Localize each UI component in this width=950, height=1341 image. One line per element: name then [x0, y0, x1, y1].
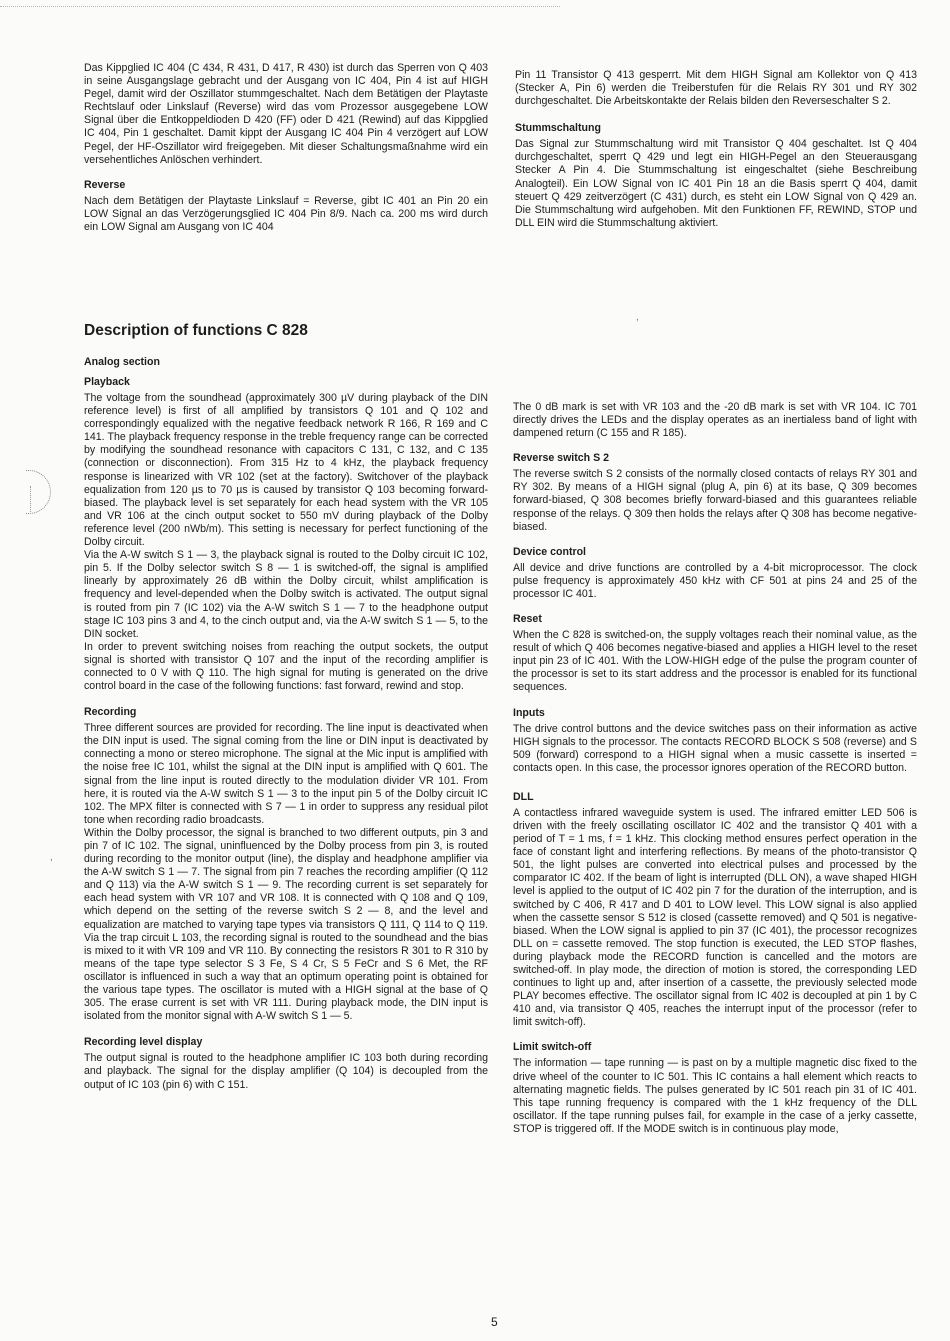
- subsection-heading: Reverse switch S 2: [513, 452, 609, 465]
- paragraph: Via the A-W switch S 1 — 3, the playback signal is routed to the Dolby circuit IC 102, pin 5. If the Dolby selector switch S 8 — 1 is switched-off, the signal is amplified linearly by approximately 26 dB within the Dolby circuit, whilst amplification is frequency and level-depended when the Dolby switch is activated. The output signal is routed from pin 7 (IC 102) via the A-W switch S 1 — 7 to the headphone output stage IC 103 pins 3 and 4, to the cinch output and, via the A-W switch S 1 — 5, to the DIN socket.: [84, 549, 488, 640]
- paragraph: The information — tape running — is past on by a multiple magnetic disc fixed to the drive wheel of the counter to IC 501. This IC contains a hall element which reacts to alternating magnetic fields. The pulses generated by IC 501 reach pin 31 of IC 401. This tape running frequency is compared with the 1 kHz frequency of the DLL oscillator. If the tape running pulses fail, for example in the case of a jerky cassette, STOP is triggered off. If the MODE switch is in continuous play mode,: [513, 1057, 917, 1135]
- top-scan-line: [0, 6, 560, 7]
- paragraph: All device and drive functions are controlled by a 4-bit microprocessor. The clock pulse frequency is approximately 450 kHz with CF 501 at pins 24 and 25 of the processor IC 401.: [513, 561, 917, 600]
- section-heading: Reverse: [84, 178, 126, 191]
- section-heading: Analog section: [84, 356, 160, 368]
- subsection-heading: Recording level display: [84, 1036, 203, 1049]
- subsection-heading: Inputs: [513, 706, 545, 719]
- paragraph: The 0 dB mark is set with VR 103 and the -20 dB mark is set with VR 104. IC 701 directly drives the LEDs and the display operates as an inertialess band of light with dampened return (C 155 and R 185).: [513, 401, 917, 440]
- subsection-heading: Recording: [84, 706, 137, 719]
- page-number: 5: [491, 1315, 498, 1329]
- english-right-column: [513, 401, 917, 1136]
- paragraph: In order to prevent switching noises from reaching the output sockets, the output signal is shorted with transistor Q 107 and the input of the recording amplifier is connected to 0 V with Q 110. The high signal for muting is generated on the drive control board in the case of the following functions: fast forward, rewind and stop.: [84, 640, 488, 693]
- paragraph: Das Kippglied IC 404 (C 434, R 431, D 417, R 430) ist durch das Sperren von Q 403 in seine Ausgangslage gebracht und der Ausgang von IC 404, Pin 4 ist auf HIGH Pegel, damit wird der Oszillator stummgeschaltet. Nach dem Betätigen der Playtaste Rechtslauf oder Linkslauf (Reverse) wird das vom Prozessor ausgegebene LOW Signal über die Entkoppeldioden D 420 (FF) oder D 421 (Rewind) auf das Kippglied IC 404, Pin 1 geschaltet. Damit kippt der Ausgang IC 404 Pin 4 verzögert auf LOW Pegel, der HF-Oszillator wird freigegeben. Mit dieser Schaltungsmaßnahme wird ein versehentliches Anlöschen verhindert.: [84, 62, 488, 166]
- subsection-heading: Limit switch-off: [513, 1041, 592, 1054]
- english-left-column: [84, 356, 488, 1092]
- subsection-heading: Playback: [84, 376, 130, 388]
- paragraph: The reverse switch S 2 consists of the normally closed contacts of relays RY 301 and RY 302. By means of a HIGH signal (plug A, pin 6) at its base, Q 309 becomes forward-biased, Q 308 becomes briefly forward-biased and this guarantees reliable response of the relays. Q 309 then holds the relays after Q 308 has become negative-biased.: [513, 468, 917, 533]
- paragraph: Three different sources are provided for recording. The line input is deactivated when the DIN input is used. The signal coming from the line or DIN input is deactivated by connecting a mono or stereo microphone. The signal at the Mic input is amplified with the noise free IC 101, whilst the signal at the DIN input is amplified with Q 601. The signal from the line input is routed directly to the modulation divider VR 101. From here, it is routed via the A-W switch S 1 — 3 to the input pin 5 of the Dolby circuit IC 102. The MPX filter is connected with S 7 — 1 in order to suppress any residual pilot tone when recording radio broadcasts.: [84, 722, 488, 826]
- paragraph: Nach dem Betätigen der Playtaste Linkslauf = Reverse, gibt IC 401 an Pin 20 ein LOW Signal an das Verzögerungsglied IC 404 Pin 8/9. Nach ca. 200 ms wird durch ein LOW Signal am Ausgang von IC 404: [84, 194, 488, 233]
- subsection-heading: Device control: [513, 545, 587, 558]
- paragraph: Pin 11 Transistor Q 413 gesperrt. Mit dem HIGH Signal am Kollektor von Q 413 (Stecker A, Pin 6) werden die Treiberstufen für die Relais RY 301 und RY 302 durchgeschaltet. Die Arbeitskontakte der Relais bilden den Reverseschalter S 2.: [515, 69, 917, 108]
- subsection-heading: DLL: [513, 790, 534, 803]
- scan-speck: ,: [636, 312, 639, 323]
- paragraph: Within the Dolby processor, the signal is branched to two different outputs, pin 3 and pin 7 of IC 102. The signal, uninfluenced by the Dolby process from pin 3, is routed during recording to the monitor output (line), the display and headphone amplifier via the A-W switch S 1 — 7. The signal from pin 7 reaches the recording amplifier (Q 112 and Q 113) via the A-W switch S 1 — 9. The recording current is set separately for each head system with VR 107 and VR 108. It is connected with Q 108 and Q 109, which depend on the setting of the reverse switch S 2 — 8, and the level and equalization are matched to varying tape types via transistors Q 111, Q 114 to Q 119. Via the trap circuit L 103, the recording signal is routed to the soundhead and the bias is mixed to it with VR 109 and VR 110. By connecting the resistors R 301 to R 310 by means of the tape type selector S 3 Fe, S 4 Cr, S 5 FeCr and S 6 Met, the RF oscillator is influenced in such a way that an optimum operating point is obtained for the various tape types. The oscillator is muted with a HIGH signal at the base of Q 305. The erase current is set with VR 111. During playback mode, the DIN input is isolated from the monitor signal with A-W switch S 1 — 5.: [84, 826, 488, 1023]
- paragraph: The drive control buttons and the device switches pass on their information as active HIGH signals to the processor. The contacts RECORD BLOCK S 508 (reverse) and S 509 (forward) correspond to a HIGH signal when a music cassette is inserted = contacts open. In this case, the processor ignores operation of the RECORD button.: [513, 722, 917, 774]
- paragraph: The output signal is routed to the headphone amplifier IC 103 both during recording and playback. The signal for the display amplifier (Q 104) is decoupled from the output of IC 103 (pin 6) with C 151.: [84, 1052, 488, 1091]
- page-title: Description of functions C 828: [84, 322, 308, 339]
- section-heading: Stummschaltung: [515, 122, 601, 135]
- margin-mark-inner: [30, 486, 43, 514]
- paragraph: Das Signal zur Stummschaltung wird mit Transistor Q 404 geschaltet. Ist Q 404 durchgeschaltet, sperrt Q 429 und legt ein HIGH-Pegel an den Steuerausgang Stecker A Pin 4. Die Stummschaltung ist eingeschaltet (siehe Beschreibung Analogteil). Ein LOW Signal von IC 401 Pin 18 an die Basis sperrt Q 404, damit steuert Q 429 zeitverzögert (C 431) durch, es steht ein LOW Signal von Q 429 an. Die Stummschaltung wird aufgehoben. Mit den Funktionen FF, REWIND, STOP und DLL EIN wird die Stummschaltung aktiviert.: [515, 138, 917, 229]
- paragraph: The voltage from the soundhead (approximately 300 µV during playback of the DIN reference level) is first of all amplified by transistors Q 101 and Q 102 and correspondingly equalized with the negative feedback network R 166, R 169 and C 141. The playback frequency response in the treble frequency range can be corrected by modifying the soundhead resonance with capacitors C 131, C 132, and C 135 (connection or disconnection). From 315 Hz to 4 kHz, the playback frequency response is linearized with VR 102 (set at the factory). Switchover of the playback equalization from 120 µs to 70 µs is caused by transistor Q 103 becoming forward-biased. The playback level is set separately for each head system with the VR 105 and VR 106 at the cinch output socket to 550 mV during playback of the Dolby reference level (200 nWb/m). This setting is necessary for perfect functioning of the Dolby circuit.: [84, 392, 488, 549]
- paragraph: When the C 828 is switched-on, the supply voltages reach their nominal value, as the result of which Q 406 becomes negative-biased and applies a HIGH level to the reset input pin 23 of IC 401. With the LOW-HIGH edge of the pulse the program counter of the processor is set to its start address and the processor is enabled for its functional sequences.: [513, 629, 917, 694]
- german-right-column: [515, 69, 917, 230]
- paragraph: A contactless infrared waveguide system is used. The infrared emitter LED 506 is driven with the freely oscillating oscillator IC 402 and the transistor Q 401 with a period of T = 1 ms, f = 1 kHz. This clocking method ensures perfect operation in the face of constant light and interfering reflections. By means of the photo-transistor Q 501, the light pulses are converted into electrical pulses and processed by the comparator IC 402. If the beam of light is interrupted (DLL ON), a wave shaped HIGH level is applied to the output of IC 402 pin 7 for the duration of the interruption, and is switched by C 406, R 417 and D 401 to LOW level. This LOW signal is also applied when the cassette sensor S 512 is closed (cassette removed) and Q 501 is negative-biased. When the LOW signal is applied to pin 37 (IC 401), the processor recognizes DLL on = cassette removed. The stop function is executed, the LED STOP flashes, during playback mode the RECORD function is cancelled and the motors are switched-off. In play mode, the direction of motion is stored, the corresponding LED continues to light up and, after insertion of a cassette, the previously selected mode PLAY becomes effective. The oscillator signal from IC 402 is decoupled at pin 1 by C 410 and, via transistor Q 405, reaches the interrupt input of the processor (refer to limit switch-off).: [513, 806, 917, 1029]
- german-left-column: [84, 62, 488, 234]
- scan-speck: ,: [50, 852, 53, 863]
- subsection-heading: Reset: [513, 613, 542, 626]
